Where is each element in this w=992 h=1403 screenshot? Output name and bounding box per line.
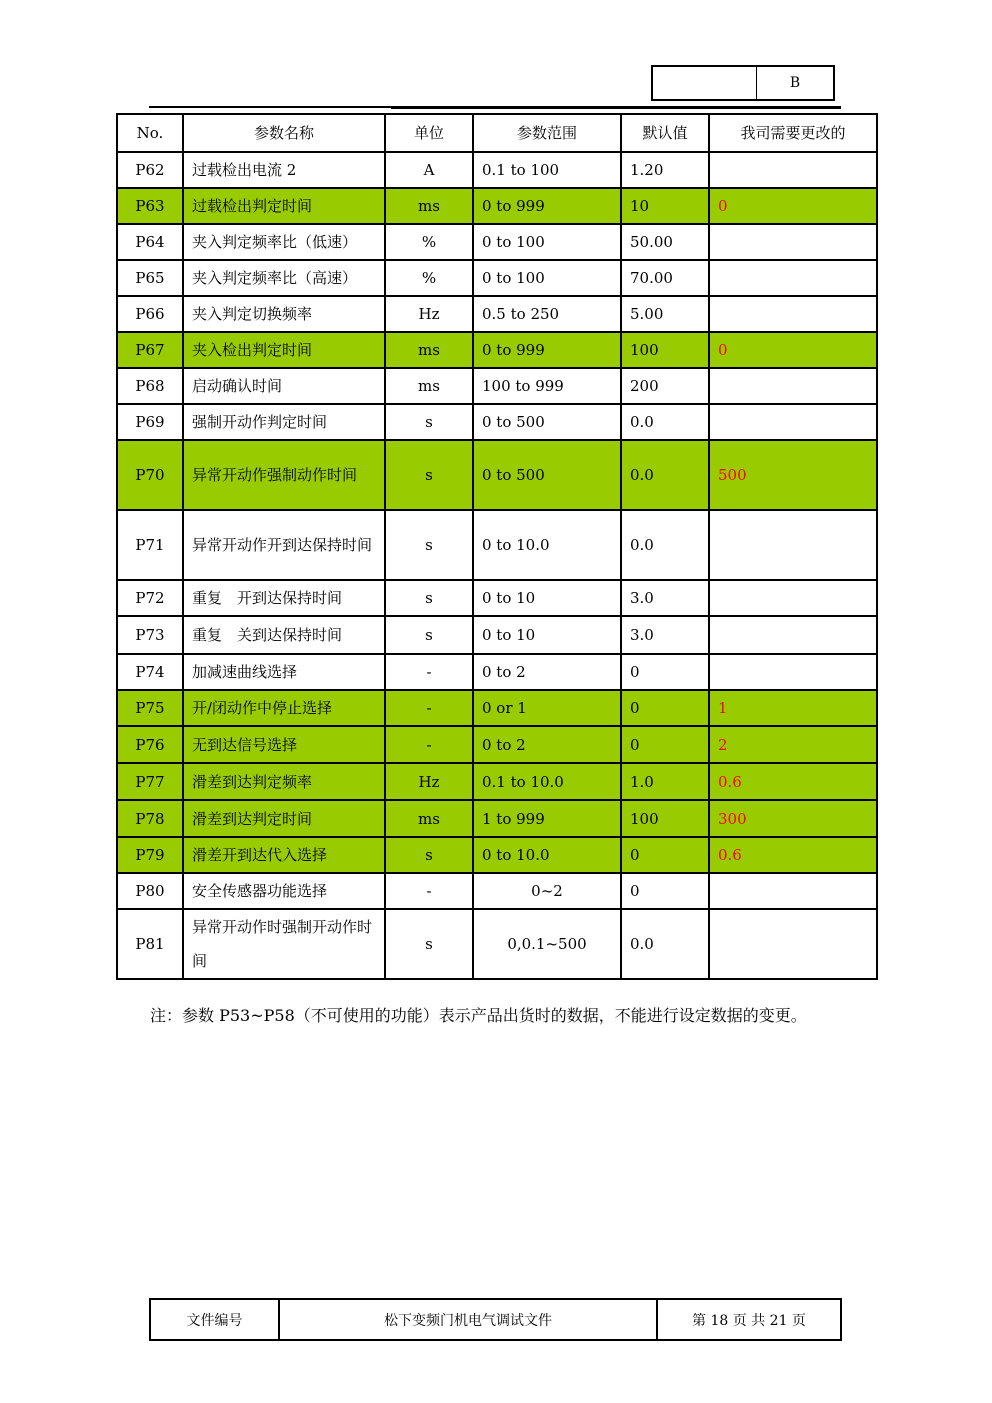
- table-row: [117, 800, 877, 837]
- param-unit: s: [385, 580, 473, 616]
- param-no: P71: [117, 510, 183, 580]
- param-name: 异常开动作时强制开动作时间: [183, 909, 385, 979]
- param-change: 1: [709, 690, 877, 726]
- table-row: [117, 873, 877, 909]
- table-row: [117, 690, 877, 726]
- param-range: 0 to 999: [473, 188, 621, 224]
- table-row: [117, 152, 877, 188]
- param-no: P81: [117, 909, 183, 979]
- param-no: P69: [117, 404, 183, 440]
- param-unit: %: [385, 224, 473, 260]
- param-change: [709, 260, 877, 296]
- table-row: [117, 224, 877, 260]
- param-no: P62: [117, 152, 183, 188]
- param-unit: ms: [385, 332, 473, 368]
- param-change: [709, 510, 877, 580]
- header-change: 我司需要更改的: [709, 114, 877, 152]
- param-name: 安全传感器功能选择: [183, 873, 385, 909]
- header-name: 参数名称: [183, 114, 385, 152]
- param-unit: s: [385, 404, 473, 440]
- param-default: 1.0: [621, 763, 709, 800]
- param-change: [709, 296, 877, 332]
- param-range: 0.5 to 250: [473, 296, 621, 332]
- param-range: 0 to 999: [473, 332, 621, 368]
- param-no: P77: [117, 763, 183, 800]
- param-range: 0 to 500: [473, 440, 621, 510]
- param-name: 异常开动作开到达保持时间: [183, 510, 385, 580]
- param-name: 重复 关到达保持时间: [183, 616, 385, 654]
- table-row: [117, 654, 877, 690]
- param-name: 异常开动作强制动作时间: [183, 440, 385, 510]
- param-range: 0 to 2: [473, 726, 621, 763]
- param-no: P72: [117, 580, 183, 616]
- param-default: 50.00: [621, 224, 709, 260]
- param-unit: ms: [385, 800, 473, 837]
- param-unit: s: [385, 837, 473, 873]
- param-change: 0.6: [709, 763, 877, 800]
- table-row: [117, 404, 877, 440]
- table-row: [117, 726, 877, 763]
- param-default: 0: [621, 873, 709, 909]
- param-range: 0.1 to 100: [473, 152, 621, 188]
- param-no: P70: [117, 440, 183, 510]
- footnote: 注：参数 P53~P58（不可使用的功能）表示产品出货时的数据，不能进行设定数据的变更。: [150, 1006, 807, 1025]
- table-row: [117, 332, 877, 368]
- table-row: [117, 580, 877, 616]
- header-unit: 单位: [385, 114, 473, 152]
- table-row: [117, 510, 877, 580]
- revision-label: [653, 67, 757, 99]
- param-no: P79: [117, 837, 183, 873]
- param-unit: -: [385, 690, 473, 726]
- param-name: 过载检出电流 2: [183, 152, 385, 188]
- param-no: P68: [117, 368, 183, 404]
- table-row: [117, 368, 877, 404]
- param-default: 200: [621, 368, 709, 404]
- parameter-table: [116, 113, 878, 980]
- param-change: [709, 616, 877, 654]
- param-default: 10: [621, 188, 709, 224]
- revision-value: B: [789, 75, 801, 91]
- param-range: 0 to 2: [473, 654, 621, 690]
- param-default: 1.20: [621, 152, 709, 188]
- doc-no-label: 文件编号: [151, 1300, 280, 1339]
- param-no: P75: [117, 690, 183, 726]
- param-default: 5.00: [621, 296, 709, 332]
- param-range: 100 to 999: [473, 368, 621, 404]
- param-unit: %: [385, 260, 473, 296]
- param-change: 500: [709, 440, 877, 510]
- param-range: 0 to 10.0: [473, 510, 621, 580]
- param-range: 0.1 to 10.0: [473, 763, 621, 800]
- param-default: 70.00: [621, 260, 709, 296]
- param-unit: -: [385, 726, 473, 763]
- param-no: P63: [117, 188, 183, 224]
- param-name: 开/闭动作中停止选择: [183, 690, 385, 726]
- param-unit: s: [385, 909, 473, 979]
- param-change: 2: [709, 726, 877, 763]
- revision-box: [651, 65, 835, 101]
- param-change: [709, 909, 877, 979]
- param-no: P66: [117, 296, 183, 332]
- param-default: 0.0: [621, 909, 709, 979]
- param-unit: s: [385, 510, 473, 580]
- table-row: [117, 188, 877, 224]
- table-row: [117, 260, 877, 296]
- table-row: [117, 837, 877, 873]
- param-no: P74: [117, 654, 183, 690]
- table-row: [117, 909, 877, 979]
- param-name: 滑差到达判定频率: [183, 763, 385, 800]
- param-range: 0 to 100: [473, 260, 621, 296]
- param-name: 夹入判定频率比（高速）: [183, 260, 385, 296]
- param-default: 0: [621, 726, 709, 763]
- header-no: No.: [117, 114, 183, 152]
- param-name: 过载检出判定时间: [183, 188, 385, 224]
- page-info: 第 18 页 共 21 页: [692, 1312, 806, 1329]
- table-row: [117, 763, 877, 800]
- param-no: P64: [117, 224, 183, 260]
- header-range: 参数范围: [473, 114, 621, 152]
- param-range: 0 to 100: [473, 224, 621, 260]
- param-change: [709, 368, 877, 404]
- table-row: [117, 440, 877, 510]
- param-unit: s: [385, 616, 473, 654]
- param-name: 夹入判定频率比（低速）: [183, 224, 385, 260]
- param-range: 0 to 500: [473, 404, 621, 440]
- param-no: P78: [117, 800, 183, 837]
- param-unit: ms: [385, 368, 473, 404]
- param-name: 滑差开到达代入选择: [183, 837, 385, 873]
- param-change: 0: [709, 188, 877, 224]
- doc-title: 松下变频门机电气调试文件: [280, 1300, 658, 1339]
- param-default: 3.0: [621, 580, 709, 616]
- table-row: [117, 296, 877, 332]
- param-default: 0.0: [621, 404, 709, 440]
- param-range: 0 or 1: [473, 690, 621, 726]
- table-header-row: [117, 114, 877, 152]
- param-range: 0,0.1~500: [473, 909, 621, 979]
- param-range: 0 to 10: [473, 616, 621, 654]
- param-change: [709, 224, 877, 260]
- param-range: 0~2: [473, 873, 621, 909]
- param-change: 0: [709, 332, 877, 368]
- param-unit: A: [385, 152, 473, 188]
- param-unit: Hz: [385, 763, 473, 800]
- param-no: P76: [117, 726, 183, 763]
- param-name: 启动确认时间: [183, 368, 385, 404]
- param-name: 滑差到达判定时间: [183, 800, 385, 837]
- param-range: 1 to 999: [473, 800, 621, 837]
- param-default: 100: [621, 800, 709, 837]
- param-change: [709, 404, 877, 440]
- param-unit: -: [385, 654, 473, 690]
- param-no: P80: [117, 873, 183, 909]
- header-rule-left: [149, 106, 391, 108]
- param-range: 0 to 10: [473, 580, 621, 616]
- param-change: [709, 873, 877, 909]
- param-name: 夹入检出判定时间: [183, 332, 385, 368]
- param-unit: s: [385, 440, 473, 510]
- param-change: [709, 580, 877, 616]
- param-unit: Hz: [385, 296, 473, 332]
- param-name: 重复 开到达保持时间: [183, 580, 385, 616]
- param-change: [709, 152, 877, 188]
- param-no: P73: [117, 616, 183, 654]
- param-default: 0: [621, 690, 709, 726]
- header-rule-right: [391, 106, 841, 109]
- page-footer: [149, 1298, 842, 1341]
- param-no: P67: [117, 332, 183, 368]
- param-change: 0.6: [709, 837, 877, 873]
- param-default: 0.0: [621, 440, 709, 510]
- param-default: 0.0: [621, 510, 709, 580]
- param-name: 夹入判定切换频率: [183, 296, 385, 332]
- param-unit: ms: [385, 188, 473, 224]
- param-default: 0: [621, 654, 709, 690]
- param-name: 无到达信号选择: [183, 726, 385, 763]
- param-range: 0 to 10.0: [473, 837, 621, 873]
- param-unit: -: [385, 873, 473, 909]
- param-no: P65: [117, 260, 183, 296]
- param-default: 100: [621, 332, 709, 368]
- param-default: 0: [621, 837, 709, 873]
- param-default: 3.0: [621, 616, 709, 654]
- header-default: 默认值: [621, 114, 709, 152]
- param-name: 加减速曲线选择: [183, 654, 385, 690]
- param-change: [709, 654, 877, 690]
- param-change: 300: [709, 800, 877, 837]
- table-row: [117, 616, 877, 654]
- param-name: 强制开动作判定时间: [183, 404, 385, 440]
